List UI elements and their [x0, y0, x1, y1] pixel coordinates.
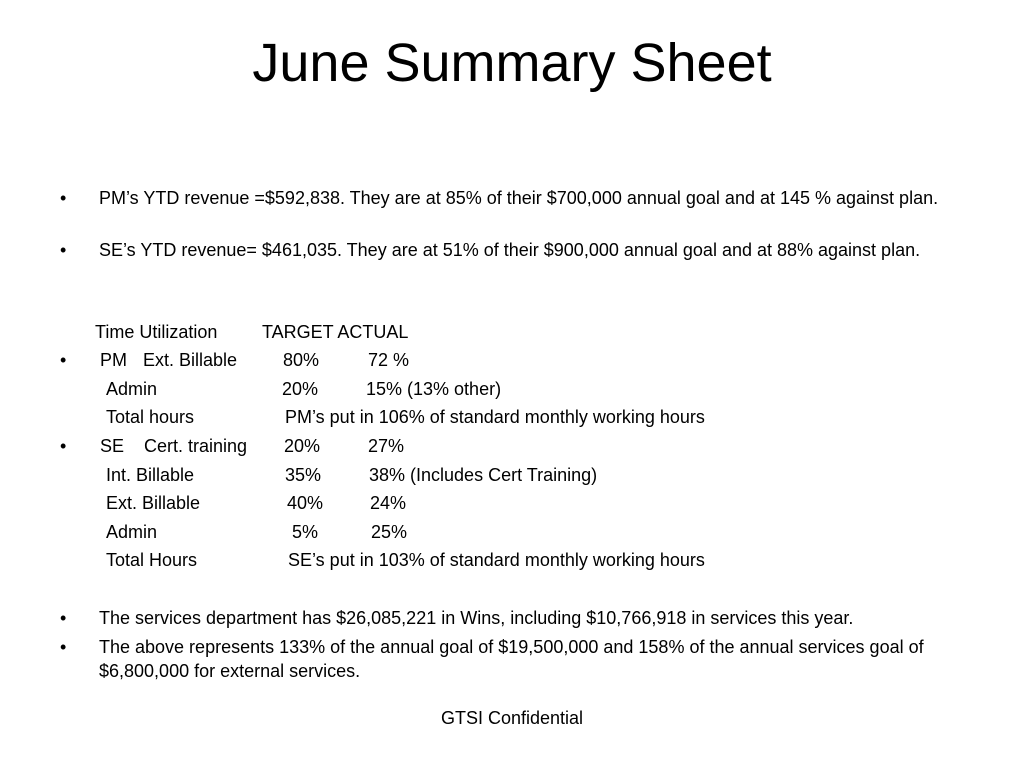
- se-ext-billable-label: Ext. Billable: [106, 493, 201, 513]
- bullet-icon: •: [60, 637, 67, 657]
- se-ext-billable-target: 40%: [287, 493, 324, 513]
- pm-total-hours-note: PM’s put in 106% of standard monthly working hours: [285, 407, 705, 427]
- pm-ext-billable-label: Ext. Billable: [143, 350, 238, 370]
- se-cert-training-label: Cert. training: [144, 436, 248, 456]
- se-admin-label: Admin: [106, 522, 158, 542]
- bullet-icon: •: [60, 436, 67, 456]
- se-revenue-text: SE’s YTD revenue= $461,035. They are at 51% of their $900,000 annual goal and at 88% against plan.: [99, 240, 921, 260]
- se-group-label: SE: [100, 436, 125, 456]
- se-cert-training-target: 20%: [284, 436, 321, 456]
- pm-ext-billable-target: 80%: [283, 350, 320, 370]
- se-admin-actual: 25%: [371, 522, 408, 542]
- target-actual-header: TARGET ACTUAL: [262, 322, 409, 342]
- time-utilization-label: Time Utilization: [95, 322, 218, 342]
- services-wins-text: The services department has $26,085,221 in Wins, including $10,766,918 in services this year.: [99, 608, 854, 628]
- se-admin-target: 5%: [292, 522, 319, 542]
- footer-confidential: GTSI Confidential: [440, 708, 584, 728]
- bullet-icon: •: [60, 608, 67, 628]
- se-int-billable-target: 35%: [285, 465, 322, 485]
- bullet-icon: •: [60, 188, 67, 208]
- se-total-hours-label: Total Hours: [106, 550, 198, 570]
- bullet-icon: •: [60, 240, 67, 260]
- pm-total-hours-label: Total hours: [106, 407, 195, 427]
- se-cert-training-actual: 27%: [368, 436, 405, 456]
- bullet-icon: •: [60, 350, 67, 370]
- pm-admin-target: 20%: [282, 379, 319, 399]
- pm-admin-label: Admin: [106, 379, 158, 399]
- pm-ext-billable-actual: 72 %: [368, 350, 410, 370]
- pm-admin-actual: 15% (13% other): [366, 379, 502, 399]
- pm-revenue-text: PM’s YTD revenue =$592,838. They are at 85% of their $700,000 annual goal and at 145 % against plan.: [99, 188, 939, 208]
- se-int-billable-label: Int. Billable: [106, 465, 195, 485]
- page-title: June Summary Sheet: [252, 33, 772, 93]
- se-int-billable-actual: 38% (Includes Cert Training): [369, 465, 598, 485]
- se-ext-billable-actual: 24%: [370, 493, 407, 513]
- annual-goal-text: The above represents 133% of the annual goal of $19,500,000 and 158% of the annual services goal of $6,800,000 for external services.: [99, 637, 924, 681]
- pm-group-label: PM: [100, 350, 127, 370]
- se-total-hours-note: SE’s put in 103% of standard monthly working hours: [288, 550, 705, 570]
